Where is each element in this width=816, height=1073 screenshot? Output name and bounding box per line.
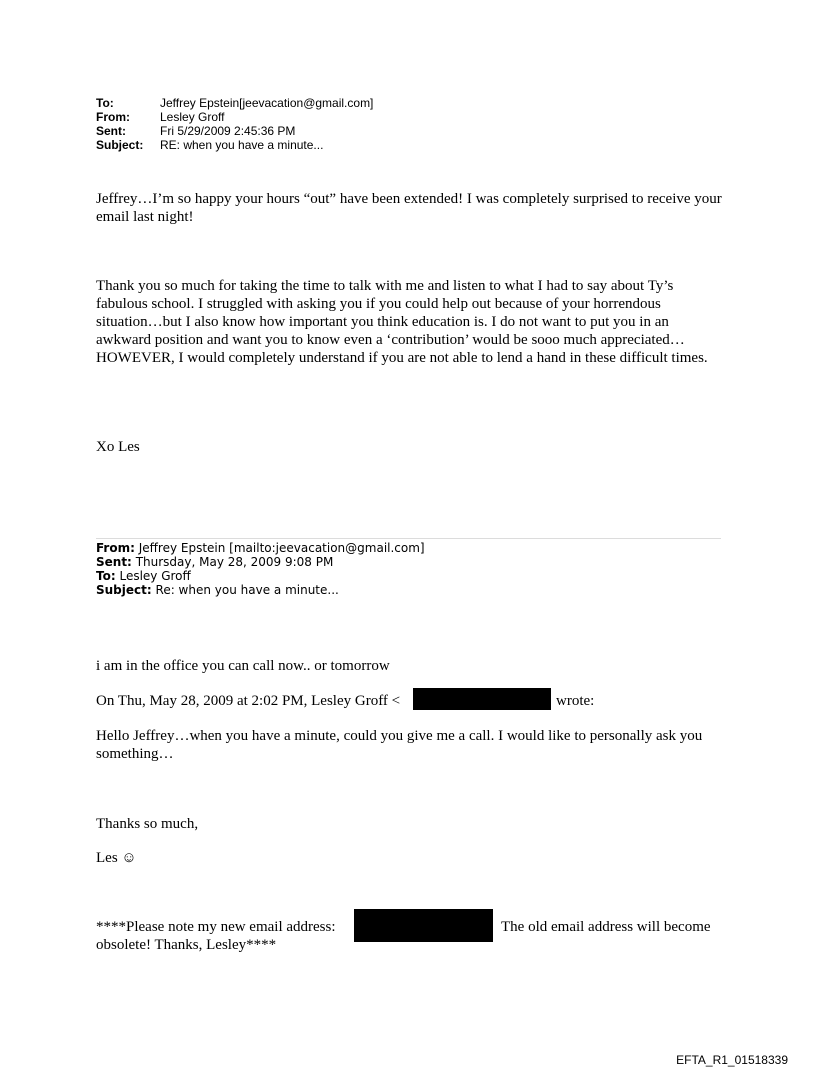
subject-label: Subject: [96, 138, 144, 152]
from-value: Lesley Groff [160, 110, 225, 124]
quoted-to-row [96, 569, 425, 583]
quoted-from-value: Jeffrey Epstein [mailto:jeevacation@gmail.com] [138, 541, 425, 555]
note-line-post: The old email address will become [501, 919, 711, 935]
subject-row [96, 138, 323, 152]
quoted-to-label: To: [96, 569, 116, 583]
document-id: EFTA_R1_01518339 [676, 1053, 788, 1067]
note-line-pre: ****Please note my new email address: [96, 919, 336, 935]
on-date-line-pre: On Thu, May 28, 2009 at 2:02 PM, Lesley Groff < [96, 693, 401, 709]
quoted-header [96, 541, 425, 597]
quoted-sent-row [96, 555, 425, 569]
to-value: Jeffrey Epstein[jeevacation@gmail.com] [160, 96, 374, 110]
hello-paragraph: Hello Jeffrey…when you have a minute, could you give me a call. I would like to personally ask you something… [96, 728, 703, 762]
to-row [96, 96, 373, 110]
quoted-sent-label: Sent: [96, 555, 132, 569]
sent-value: Fri 5/29/2009 2:45:36 PM [160, 124, 296, 138]
quoted-subject-row [96, 583, 425, 597]
to-label: To: [96, 96, 114, 110]
quoted-subject-value: Re: when you have a minute... [155, 583, 339, 597]
redaction-block [413, 688, 551, 710]
reply-text: i am in the office you can call now.. or tomorrow [96, 658, 390, 674]
note-line-2: obsolete! Thanks, Lesley**** [96, 937, 277, 953]
from-row [96, 110, 224, 124]
quoted-sent-value: Thursday, May 28, 2009 9:08 PM [135, 555, 334, 569]
on-date-line-post: wrote: [556, 693, 595, 709]
signoff: Xo Les [96, 439, 140, 455]
from-label: From: [96, 110, 130, 124]
email-header [96, 96, 496, 156]
subject-value: RE: when you have a minute... [160, 138, 324, 152]
quoted-from-label: From: [96, 541, 135, 555]
body-paragraph-2: Thank you so much for taking the time to talk with me and listen to what I had to say about Ty’s fabulous school. I struggled with asking you if you could help out because of your horrendous situation…but I also know how important you think education is. I do not want to put you in an awkward position and want you to know even a ‘contribution’ would be sooo much appreciated…HOWEVER, I would completely understand if you are not able to lend a hand in these difficult times. [96, 278, 708, 366]
quoted-from-row [96, 541, 425, 555]
quote-divider [96, 538, 721, 539]
thanks-line: Thanks so much, [96, 816, 199, 832]
sent-label: Sent: [96, 124, 126, 138]
quoted-subject-label: Subject: [96, 583, 152, 597]
body-paragraph-1: Jeffrey…I’m so happy your hours “out” have been extended! I was completely surprised to receive your email last night! [96, 191, 722, 225]
sent-row [96, 124, 295, 138]
les-signature: Les ☺ [96, 850, 137, 866]
quoted-to-value: Lesley Groff [119, 569, 191, 583]
